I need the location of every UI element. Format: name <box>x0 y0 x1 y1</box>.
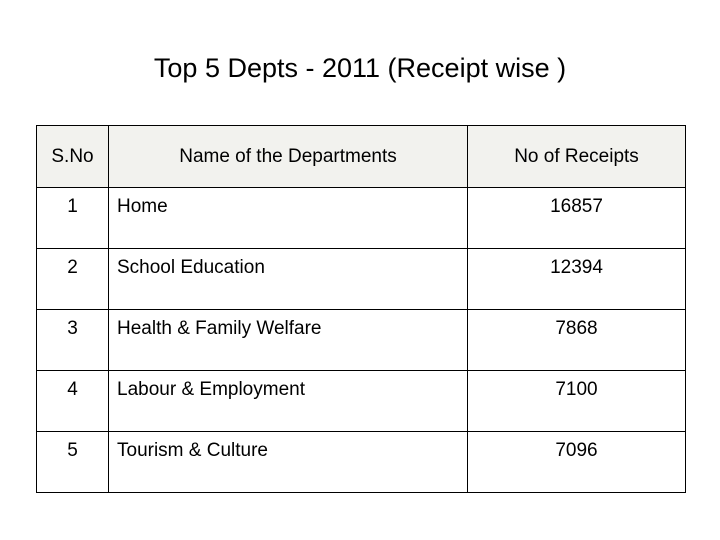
cell-receipts: 12394 <box>468 249 686 310</box>
cell-receipts: 7096 <box>468 432 686 493</box>
cell-department-name: School Education <box>109 249 468 310</box>
cell-sno: 1 <box>37 188 109 249</box>
table-row <box>37 371 686 432</box>
page-title: Top 5 Depts - 2011 (Receipt wise ) <box>153 53 567 83</box>
cell-sno: 3 <box>37 310 109 371</box>
table-row <box>37 188 686 249</box>
cell-sno: 2 <box>37 249 109 310</box>
column-header-department-name: Name of the Departments <box>109 126 468 188</box>
cell-receipts: 7868 <box>468 310 686 371</box>
cell-sno: 5 <box>37 432 109 493</box>
cell-department-name: Home <box>109 188 468 249</box>
cell-department-name: Tourism & Culture <box>109 432 468 493</box>
table-row <box>37 249 686 310</box>
table-header <box>37 126 686 188</box>
table-body <box>37 188 686 493</box>
column-header-sno: S.No <box>37 126 109 188</box>
cell-sno: 4 <box>37 371 109 432</box>
cell-receipts: 7100 <box>468 371 686 432</box>
table-row <box>37 310 686 371</box>
column-header-receipts: No of Receipts <box>468 126 686 188</box>
departments-table <box>36 125 686 493</box>
cell-department-name: Labour & Employment <box>109 371 468 432</box>
header-row <box>37 126 686 188</box>
table-row <box>37 432 686 493</box>
cell-department-name: Health & Family Welfare <box>109 310 468 371</box>
cell-receipts: 16857 <box>468 188 686 249</box>
